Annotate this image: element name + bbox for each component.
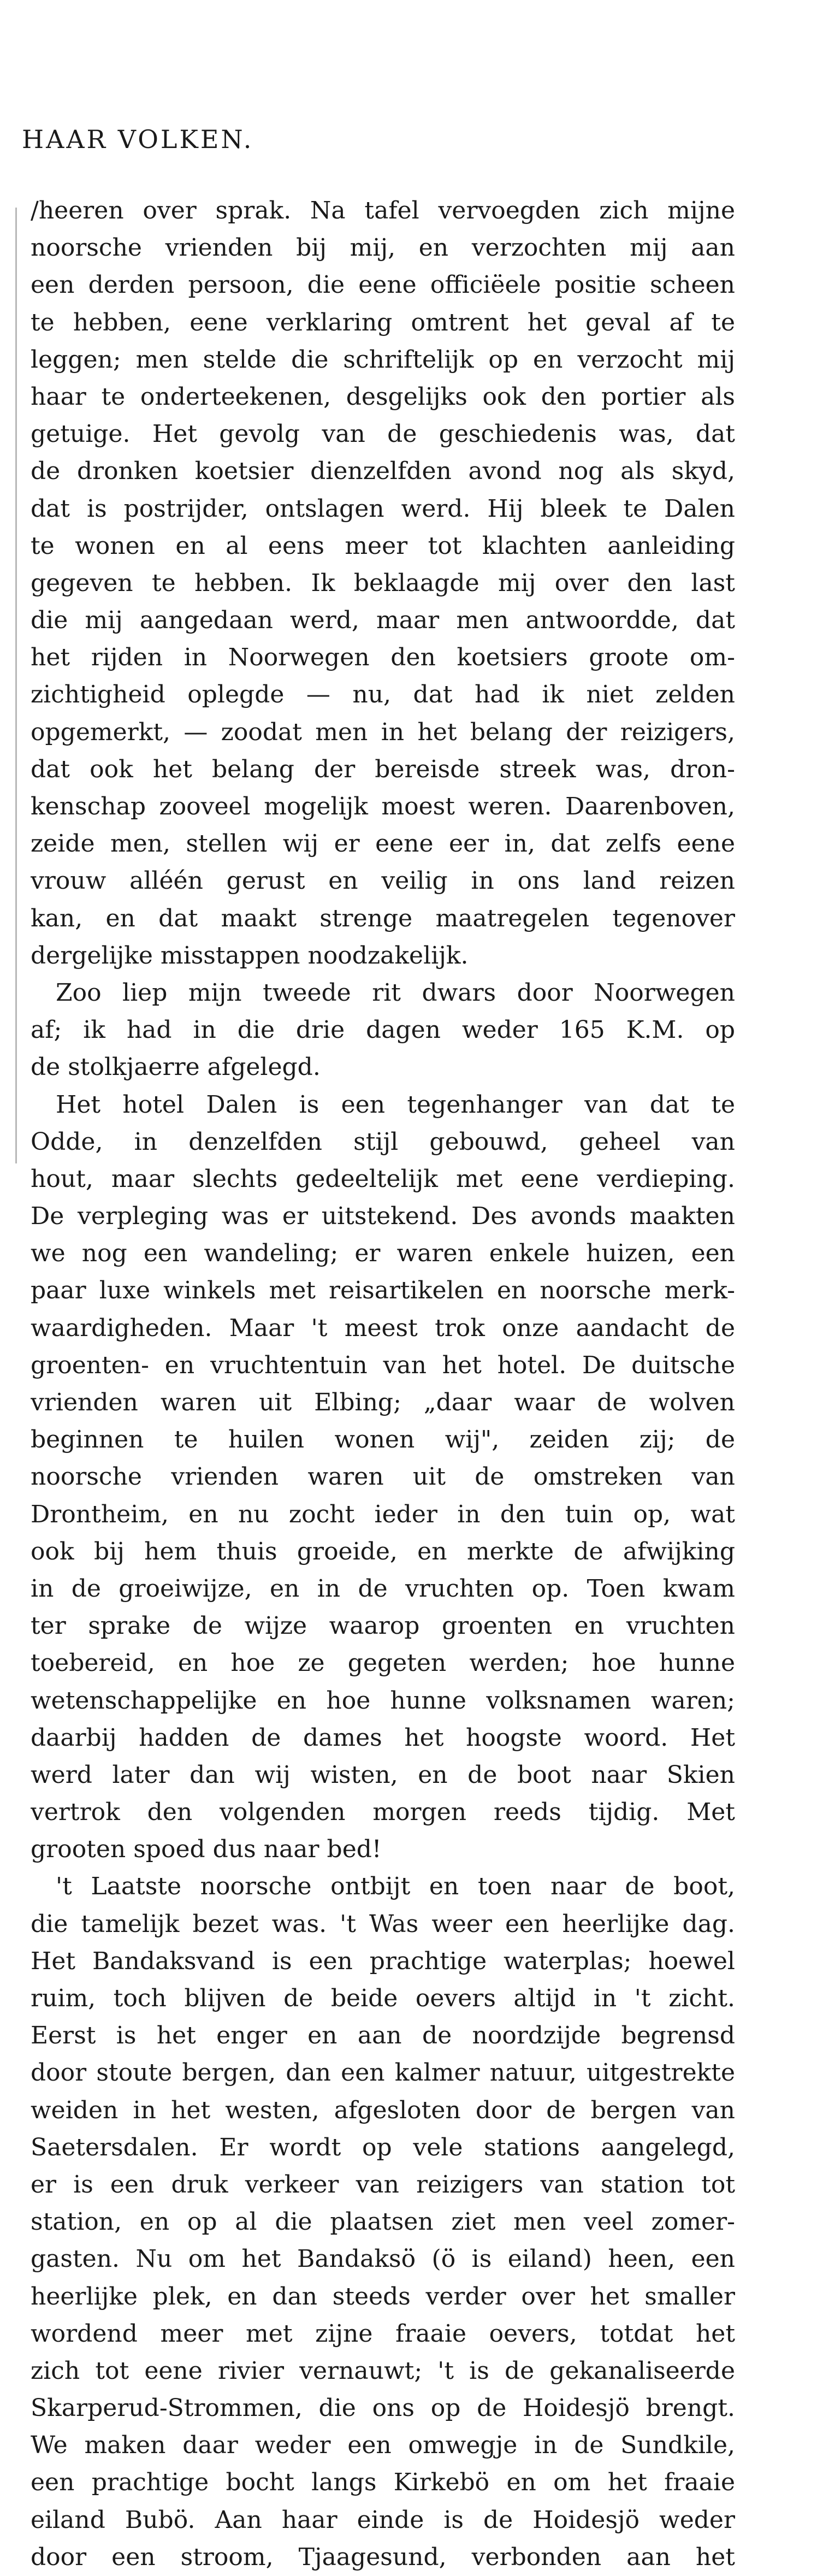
text-line: toebereid, en hoe ze gegeten werden; hoe hunne: [31, 1649, 735, 1677]
text-line: Eerst is het enger en aan de noordzijde begrensd: [31, 2022, 735, 2050]
text-line: leggen; men stelde die schriftelijk op en verzocht mij: [31, 345, 735, 374]
text-line: eiland Bubö. Aan haar einde is de Hoidesjö weder: [31, 2506, 735, 2534]
margin-rule: [15, 208, 17, 1163]
text-line: grooten spoed dus naar bed!: [31, 1835, 382, 1864]
text-line: te hebben, eene verklaring omtrent het geval af te: [31, 308, 735, 336]
text-line: vertrok den volgenden morgen reeds tijdig. Met: [31, 1798, 735, 1827]
text-line: noorsche vrienden waren uit de omstreken van: [31, 1463, 735, 1491]
body-text: [31, 192, 735, 2576]
text-line: we nog een wandeling; er waren enkele huizen, een: [31, 1239, 735, 1268]
text-line: dergelijke misstappen noodzakelijk.: [31, 941, 469, 970]
text-line: af; ik had in die drie dagen weder 165 K.M. op: [31, 1016, 735, 1044]
text-line: de stolkjaerre afgelegd.: [31, 1053, 321, 1082]
text-line: dat is postrijder, ontslagen werd. Hij bleek te Dalen: [31, 494, 735, 523]
text-line: die tamelijk bezet was. 't Was weer een heerlijke dag.: [31, 1910, 735, 1938]
text-line: zichtigheid oplegde — nu, dat had ik niet zelden: [31, 681, 735, 709]
text-line: noorsche vrienden bij mij, en verzochten mij aan: [31, 234, 735, 262]
text-line: te wonen en al eens meer tot klachten aanleiding: [31, 531, 735, 560]
text-line: ter sprake de wijze waarop groenten en vruchten: [31, 1612, 735, 1640]
text-line: door een stroom, Tjaagesund, verbonden aan het: [31, 2543, 735, 2571]
text-line: haar te onderteekenen, desgelijks ook den portier als: [31, 382, 735, 411]
text-line: Odde, in denzelfden stijl gebouwd, geheel van: [31, 1127, 735, 1156]
text-line: De verpleging was er uitstekend. Des avonds maakten: [31, 1202, 735, 1231]
text-line: groenten- en vruchtentuin van het hotel. De duitsche: [31, 1351, 735, 1379]
text-line: Saetersdalen. Er wordt op vele stations aangelegd,: [31, 2133, 735, 2161]
text-line: in de groeiwijze, en in de vruchten op. Toen kwam: [31, 1574, 735, 1603]
text-line: het rijden in Noorwegen den koetsiers groote om-: [31, 643, 735, 672]
text-line: heerlijke plek, en dan steeds verder over het smaller: [31, 2282, 735, 2311]
text-line: vrouw alléén gerust en veilig in ons land reizen: [31, 867, 735, 895]
text-line: dat ook het belang der bereisde streek was, dron-: [31, 755, 735, 783]
text-line: Drontheim, en nu zocht ieder in den tuin op, wat: [31, 1500, 735, 1528]
text-line: er is een druk verkeer van reizigers van station tot: [31, 2170, 735, 2199]
text-line: door stoute bergen, dan een kalmer natuur, uitgestrekte: [31, 2059, 735, 2087]
text-line: beginnen te huilen wonen wij", zeiden zij; de: [31, 1426, 735, 1454]
text-line: opgemerkt, — zoodat men in het belang der reizigers,: [31, 718, 735, 746]
text-line: waardigheden. Maar 't meest trok onze aandacht de: [31, 1314, 735, 1342]
text-line: getuige. Het gevolg van de geschiedenis was, dat: [31, 420, 735, 448]
text-line: /heeren over sprak. Na tafel vervoegden zich mijne: [31, 197, 735, 224]
text-line: werd later dan wij wisten, en de boot naar Skien: [31, 1760, 735, 1789]
text-line: de dronken koetsier dienzelfden avond nog als skyd,: [31, 457, 735, 486]
text-line: wordend meer met zijne fraaie oevers, totdat het: [31, 2319, 735, 2348]
text-line: Skarperud-Strommen, die ons op de Hoidesjö brengt.: [31, 2394, 735, 2423]
text-line: Het Bandaksvand is een prachtige waterplas; hoewel: [31, 1947, 735, 1975]
text-line: Het hotel Dalen is een tegenhanger van dat te: [56, 1090, 735, 1119]
text-line: 't Laatste noorsche ontbijt en toen naar de boot,: [56, 1872, 735, 1901]
text-line: gasten. Nu om het Bandaksö (ö is eiland) heen, een: [31, 2245, 735, 2273]
text-line: We maken daar weder een omwegje in de Sundkile,: [31, 2431, 735, 2460]
text-line: vrienden waren uit Elbing; „daar waar de wolven: [31, 1389, 735, 1416]
text-line: zeide men, stellen wij er eene eer in, dat zelfs eene: [31, 830, 735, 858]
text-line: wetenschappelijke en hoe hunne volksnamen waren;: [31, 1686, 735, 1715]
running-head: HAAR VOLKEN.: [22, 125, 254, 154]
text-line: kenschap zooveel mogelijk moest weren. Daarenboven,: [31, 793, 735, 820]
text-line: daarbij hadden de dames het hoogste woord. Het: [31, 1723, 735, 1752]
text-line: Zoo liep mijn tweede rit dwars door Noorwegen: [56, 978, 735, 1007]
text-line: ook bij hem thuis groeide, en merkte de afwijking: [31, 1537, 735, 1565]
text-line: hout, maar slechts gedeeltelijk met eene verdieping.: [31, 1165, 735, 1193]
text-line: een prachtige bocht langs Kirkebö en om het fraaie: [31, 2468, 735, 2497]
text-line: weiden in het westen, afgesloten door de bergen van: [31, 2096, 735, 2124]
text-line: ruim, toch blijven de beide oevers altijd in 't zicht.: [31, 1984, 735, 2012]
text-line: die mij aangedaan werd, maar men antwoordde, dat: [31, 606, 735, 635]
text-line: gegeven te hebben. Ik beklaagde mij over den last: [31, 569, 735, 597]
text-line: paar luxe winkels met reisartikelen en noorsche merk-: [31, 1277, 735, 1305]
text-line: een derden persoon, die eene officiëele positie scheen: [31, 271, 735, 299]
text-line: station, en op al die plaatsen ziet men veel zomer-: [31, 2208, 735, 2236]
text-line: kan, en dat maakt strenge maatregelen tegenover: [31, 904, 735, 932]
text-line: zich tot eene rivier vernauwt; 't is de gekanaliseerde: [31, 2356, 735, 2385]
